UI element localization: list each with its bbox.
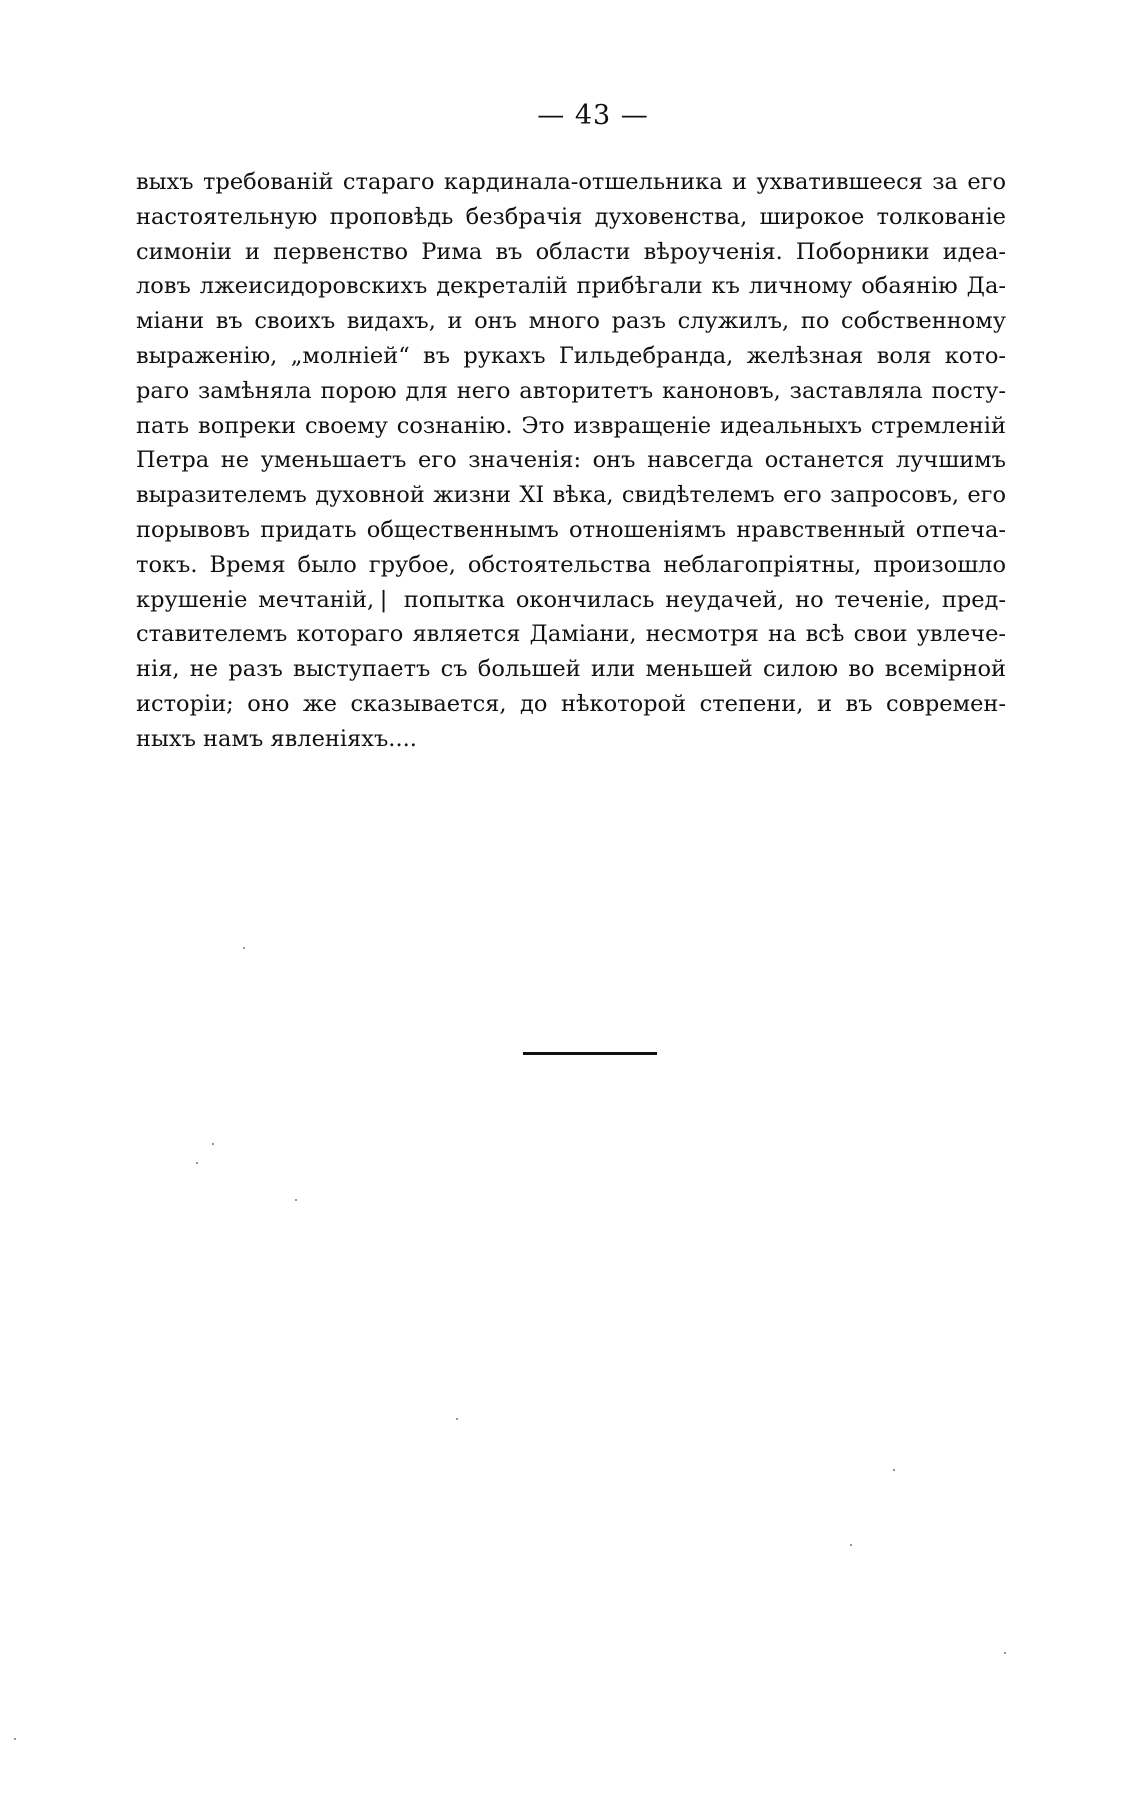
page-number: — 43 — xyxy=(537,100,649,131)
text-line: ловъ лжеисидоровскихъ декреталій прибѣгали къ личному обаянію Да- xyxy=(136,273,1006,300)
scan-speck xyxy=(1004,1652,1006,1654)
text-line: выхъ требованій стараго кардинала-отшельника и ухватившееся за его xyxy=(136,169,1006,195)
text-line: выразителемъ духовной жизни XI вѣка, свидѣтелемъ его запросовъ, его xyxy=(136,482,1006,509)
text-line: пать вопреки своему сознанію. Это извращеніе идеальныхъ стремленій xyxy=(136,412,1006,439)
scan-speck xyxy=(14,1738,16,1740)
text-line: крушеніе мечтаній,❘ попытка окончилась неудачей, но теченіе, пред- xyxy=(136,586,1006,613)
text-line: выраженію, „молніей“ въ рукахъ Гильдебранда, желѣзная воля кото- xyxy=(136,342,1006,369)
text-line: нія, не разъ выступаетъ съ большей или меньшей силою во всемірной xyxy=(136,656,1006,683)
section-end-rule xyxy=(523,1052,657,1055)
text-line: токъ. Время было грубое, обстоятельства неблагопріятны, произошло xyxy=(136,551,1006,578)
text-line: ныхъ намъ явленіяхъ.... xyxy=(136,725,417,752)
scan-speck xyxy=(243,947,245,949)
text-line: раго замѣняла порою для него авторитетъ каноновъ, заставляла посту- xyxy=(136,377,1006,404)
text-line: симоніи и первенство Рима въ области вѣроученія. Поборники идеа- xyxy=(136,238,1006,265)
scan-speck xyxy=(456,1418,458,1420)
text-line: Петра не уменьшаетъ его значенія: онъ навсегда останется лучшимъ xyxy=(136,447,1006,474)
scan-speck xyxy=(850,1544,852,1546)
text-line: настоятельную проповѣдь безбрачія духовенства, широкое толкованіе xyxy=(136,203,1006,230)
text-line: ставителемъ котораго является Даміани, несмотря на всѣ свои увлече- xyxy=(136,621,1006,648)
text-line: міани въ своихъ видахъ, и онъ много разъ служилъ, по собственному xyxy=(136,308,1006,335)
text-line: порывовъ придать общественнымъ отношеніямъ нравственный отпеча- xyxy=(136,516,1006,543)
scan-speck xyxy=(295,1199,297,1201)
scan-speck xyxy=(196,1162,198,1164)
scan-speck xyxy=(212,1143,214,1145)
body-text xyxy=(136,165,1006,757)
scan-speck xyxy=(893,1469,895,1471)
text-line: исторіи; оно же сказывается, до нѣкоторой степени, и въ современ- xyxy=(136,690,1006,717)
